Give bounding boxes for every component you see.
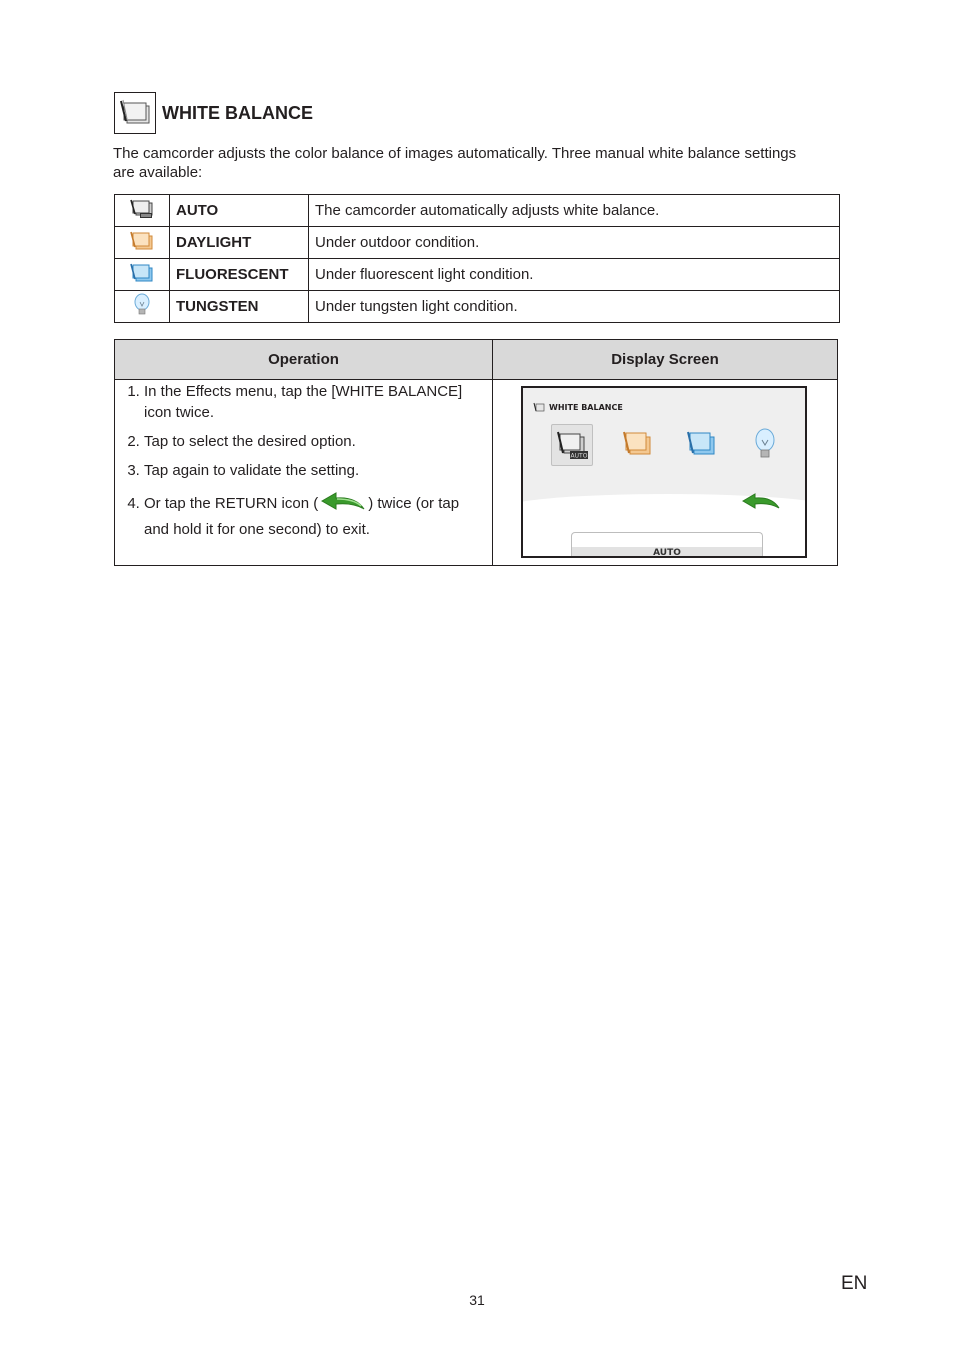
screen-daylight-option[interactable] (617, 424, 657, 464)
table-row (115, 195, 840, 227)
display-screen-preview (521, 386, 807, 558)
language-label: EN (841, 1273, 868, 1294)
mode-name: DAYLIGHT (170, 227, 309, 259)
wb-auto-icon (129, 198, 155, 220)
screen-icon-row (551, 424, 807, 466)
step-1: 1. In the Effects menu, tap the [WHITE BALANCE] icon twice. (144, 381, 486, 423)
intro-text: The camcorder adjusts the color balance of images automatically. Three manual white balance settings are available: (113, 145, 797, 181)
mode-name: FLUORESCENT (170, 259, 309, 291)
section-heading (114, 91, 313, 135)
section-title: WHITE BALANCE (162, 102, 313, 123)
white-balance-icon (114, 92, 156, 134)
mode-name: TUNGSTEN (170, 291, 309, 323)
table-row (115, 259, 840, 291)
screen-auto-option[interactable] (551, 424, 593, 466)
return-arrow-icon[interactable] (741, 492, 781, 516)
page-number: 31 (469, 1292, 485, 1308)
step-3: 3. Tap again to validate the setting. (144, 460, 486, 481)
mode-description: Under fluorescent light condition. (309, 259, 840, 291)
screen-fluorescent-option[interactable] (681, 424, 721, 464)
white-balance-icon (533, 402, 545, 412)
wb-fluorescent-icon (129, 262, 155, 284)
return-arrow-icon (320, 491, 366, 519)
wb-fluorescent-icon (685, 429, 717, 459)
selected-option-bar (571, 532, 763, 558)
white-balance-modes-table (114, 194, 840, 323)
display-screen-header: Display Screen (493, 340, 838, 380)
table-row (115, 380, 838, 566)
operation-table (114, 339, 838, 566)
table-row (115, 227, 840, 259)
wb-tungsten-icon (753, 428, 777, 460)
operation-steps (115, 380, 492, 540)
mode-description: Under outdoor condition. (309, 227, 840, 259)
mode-description: The camcorder automatically adjusts white balance. (309, 195, 840, 227)
wb-auto-icon (555, 429, 589, 461)
step-4: 4. Or tap the RETURN icon ( ) twice (or tap and hold it for one second) to exit. (144, 491, 486, 540)
table-row (115, 291, 840, 323)
table-header-row (115, 340, 838, 380)
step-2: 2. Tap to select the desired option. (144, 431, 486, 452)
mode-name: AUTO (170, 195, 309, 227)
svg-text:AUTO: AUTO (570, 452, 588, 460)
wb-tungsten-icon (132, 293, 152, 317)
mode-description: Under tungsten light condition. (309, 291, 840, 323)
operation-header: Operation (115, 340, 493, 380)
screen-tungsten-option[interactable] (745, 424, 785, 464)
screen-title: WHITE BALANCE (533, 402, 623, 412)
wb-daylight-icon (129, 230, 155, 252)
selected-option-label: AUTO (572, 547, 762, 558)
wb-daylight-icon (621, 429, 653, 459)
